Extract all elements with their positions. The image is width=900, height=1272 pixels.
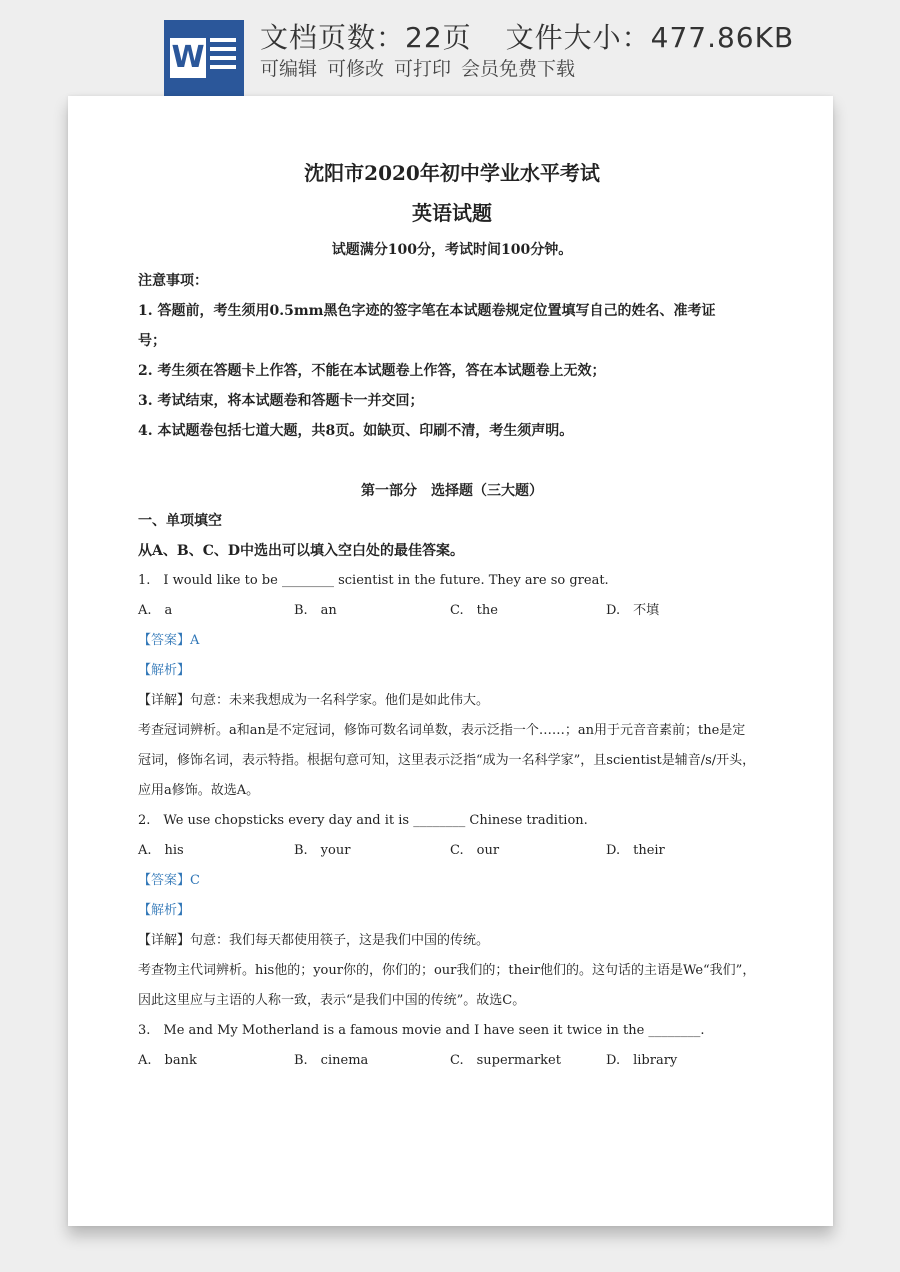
detail-text: 【详解】句意：我们每天都使用筷子，这是我们中国的传统。: [138, 933, 490, 948]
notice-item: 号；: [138, 333, 166, 349]
section-title: 一、单项填空: [138, 513, 222, 529]
file-info: [260, 16, 828, 56]
option-b: B. cinema: [294, 1053, 369, 1068]
section-instruction: 从A、B、C、D中选出可以填入空白处的最佳答案。: [138, 543, 464, 559]
option-a: A. his: [138, 843, 184, 858]
option-c: C. supermarket: [450, 1053, 561, 1068]
notice-item: 2. 考生须在答题卡上作答，不能在本试题卷上作答，答在本试题卷上无效；: [138, 363, 606, 379]
question-stem: 3. Me and My Motherland is a famous movie and I have seen it twice in the ________.: [138, 1023, 705, 1038]
option-d: D. library: [606, 1053, 678, 1068]
notice-title: 注意事项：: [138, 273, 208, 289]
analysis-label: 【解析】: [138, 663, 191, 678]
explanation-line: 因此这里应与主语的人称一致，表示“是我们中国的传统”。故选C。: [138, 993, 526, 1008]
download-banner: [0, 0, 900, 100]
option-c: C. our: [450, 843, 500, 858]
page-count: 文档页数：22页: [260, 21, 472, 54]
exam-title: 沈阳市2020年初中学业水平考试: [304, 161, 600, 185]
option-d: D. their: [606, 843, 665, 858]
question-options: [138, 836, 766, 866]
document-page: [68, 96, 833, 1226]
notice-item: 1. 答题前，考生须用0.5mm黑色字迹的签字笔在本试题卷规定位置填写自己的姓名、准考证: [138, 303, 716, 319]
option-a: A. a: [138, 603, 173, 618]
explanation-line: 考查冠词辨析。a和an是不定冠词，修饰可数名词单数，表示泛指一个……；an用于元音音素前；the是定: [138, 723, 746, 738]
question-options: [138, 596, 766, 626]
feature-modifiable: 可修改: [327, 58, 385, 80]
detail-text: 【详解】句意：未来我想成为一名科学家。他们是如此伟大。: [138, 693, 490, 708]
answer-label: 【答案】C: [138, 873, 200, 888]
option-b: B. your: [294, 843, 351, 858]
question-stem: 2. We use chopsticks every day and it is ________ Chinese tradition.: [138, 813, 588, 828]
part-title: 第一部分 选择题（三大题）: [361, 483, 543, 499]
option-c: C. the: [450, 603, 498, 618]
analysis-label: 【解析】: [138, 903, 191, 918]
answer-label: 【答案】A: [138, 633, 200, 648]
notice-item: 3. 考试结束，将本试题卷和答题卡一并交回；: [138, 393, 424, 409]
question-stem: 1. I would like to be ________ scientist in the future. They are so great.: [138, 573, 609, 588]
feature-list: [260, 54, 585, 81]
feature-free-download: 会员免费下载: [461, 58, 576, 80]
feature-printable: 可打印: [394, 58, 452, 80]
option-a: A. bank: [138, 1053, 197, 1068]
exam-subtitle: 试题满分100分，考试时间100分钟。: [331, 242, 573, 258]
feature-editable: 可编辑: [260, 58, 318, 80]
word-document-icon: W: [164, 20, 244, 96]
option-d: D. 不填: [606, 603, 660, 618]
notice-item: 4. 本试题卷包括七道大题，共8页。如缺页、印刷不清，考生须声明。: [138, 423, 574, 439]
explanation-line: 应用a修饰。故选A。: [138, 783, 260, 798]
subject-title: 英语试题: [412, 201, 492, 225]
question-options: [138, 1046, 766, 1076]
document-content: [138, 156, 766, 1076]
explanation-line: 冠词，修饰名词，表示特指。根据句意可知，这里表示泛指“成为一名科学家”，且scientist是辅音/s/开头，: [138, 753, 756, 768]
explanation-line: 考查物主代词辨析。his他的；your你的，你们的；our我们的；their他们的。这句话的主语是We“我们”，: [138, 963, 756, 978]
file-size: 文件大小：477.86KB: [505, 21, 795, 54]
option-b: B. an: [294, 603, 337, 618]
